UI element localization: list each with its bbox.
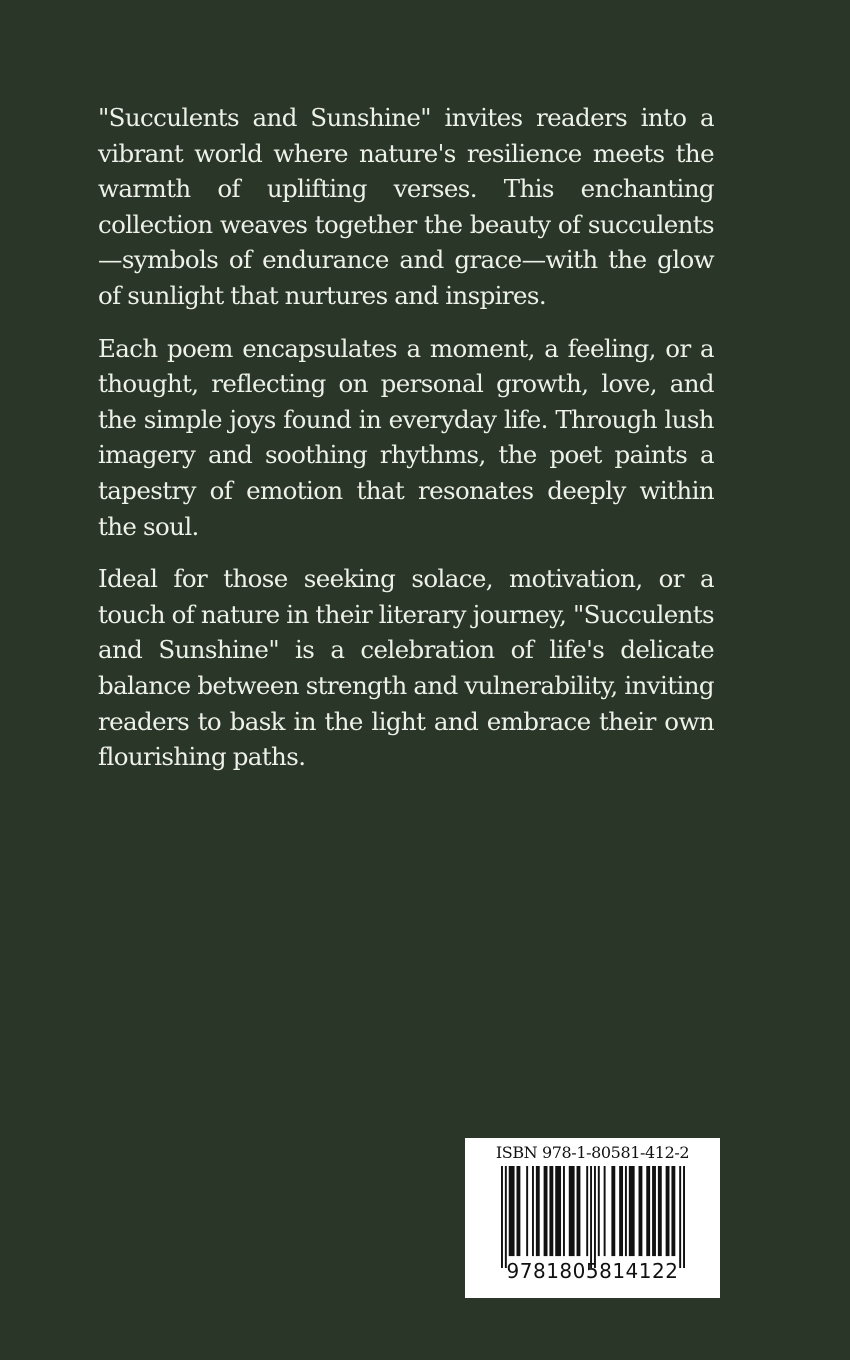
blurb-paragraph-2: Each poem encapsulates a moment, a feeling, or a thought, reflecting on personal growth, love, and the simple joys found in everyday life. Through lush imagery and soothing rhythms, the poet paints a tapestry of emotion that resonates deeply within the soul. bbox=[98, 333, 714, 541]
barcode-bar bbox=[501, 1166, 503, 1268]
isbn-barcode-box bbox=[465, 1138, 720, 1298]
isbn-digits: 9781805814122 bbox=[506, 1259, 679, 1283]
barcode-bar bbox=[671, 1166, 675, 1256]
barcode-bar bbox=[652, 1166, 656, 1256]
barcode-bar bbox=[586, 1166, 588, 1256]
barcode-bar bbox=[594, 1166, 596, 1268]
barcode-bar bbox=[598, 1166, 600, 1256]
blurb-paragraph-3: Ideal for those seeking solace, motivation, or a touch of nature in their literary journey, "Succulents and Sunshine" is a celebration of life's delicate balance between strength and vulnerability, inviting readers to bask in the light and embrace their own flourishing paths. bbox=[98, 564, 714, 772]
barcode-bar bbox=[666, 1166, 670, 1256]
barcode-bar bbox=[604, 1166, 606, 1256]
blurb-paragraph-1: "Succulents and Sunshine" invites readers into a vibrant world where nature's resilience meets the warmth of uplifting verses. This enchanting collection weaves together the beauty of succulents—symbols of endurance and grace—with the glow of sunlight that nurtures and inspires. bbox=[98, 103, 714, 310]
barcode-bar bbox=[577, 1166, 581, 1256]
barcode-bar bbox=[509, 1166, 515, 1256]
barcode-bar bbox=[555, 1166, 561, 1256]
barcode-bar bbox=[590, 1166, 592, 1268]
barcode-bar bbox=[536, 1166, 540, 1256]
barcode-icon bbox=[501, 1166, 685, 1268]
barcode-bar bbox=[549, 1166, 553, 1256]
back-cover-blurb bbox=[98, 100, 714, 792]
barcode-bar bbox=[569, 1166, 575, 1256]
barcode-bar bbox=[619, 1166, 623, 1256]
barcode-bar bbox=[544, 1166, 548, 1256]
barcode-bar bbox=[505, 1166, 507, 1268]
barcode-bar bbox=[516, 1166, 520, 1256]
barcode-bar bbox=[625, 1166, 627, 1256]
barcode-bar bbox=[611, 1166, 615, 1256]
barcode-bar bbox=[563, 1166, 565, 1256]
barcode-bar bbox=[629, 1166, 635, 1256]
barcode-bar bbox=[532, 1166, 534, 1256]
barcode-bar bbox=[658, 1166, 662, 1256]
barcode-bar bbox=[639, 1166, 643, 1256]
barcode-bar bbox=[679, 1166, 681, 1268]
barcode-bar bbox=[646, 1166, 650, 1256]
barcode-bar bbox=[683, 1166, 685, 1268]
barcode-bar bbox=[526, 1166, 528, 1256]
isbn-label: ISBN 978-1-80581-412-2 bbox=[495, 1143, 690, 1162]
